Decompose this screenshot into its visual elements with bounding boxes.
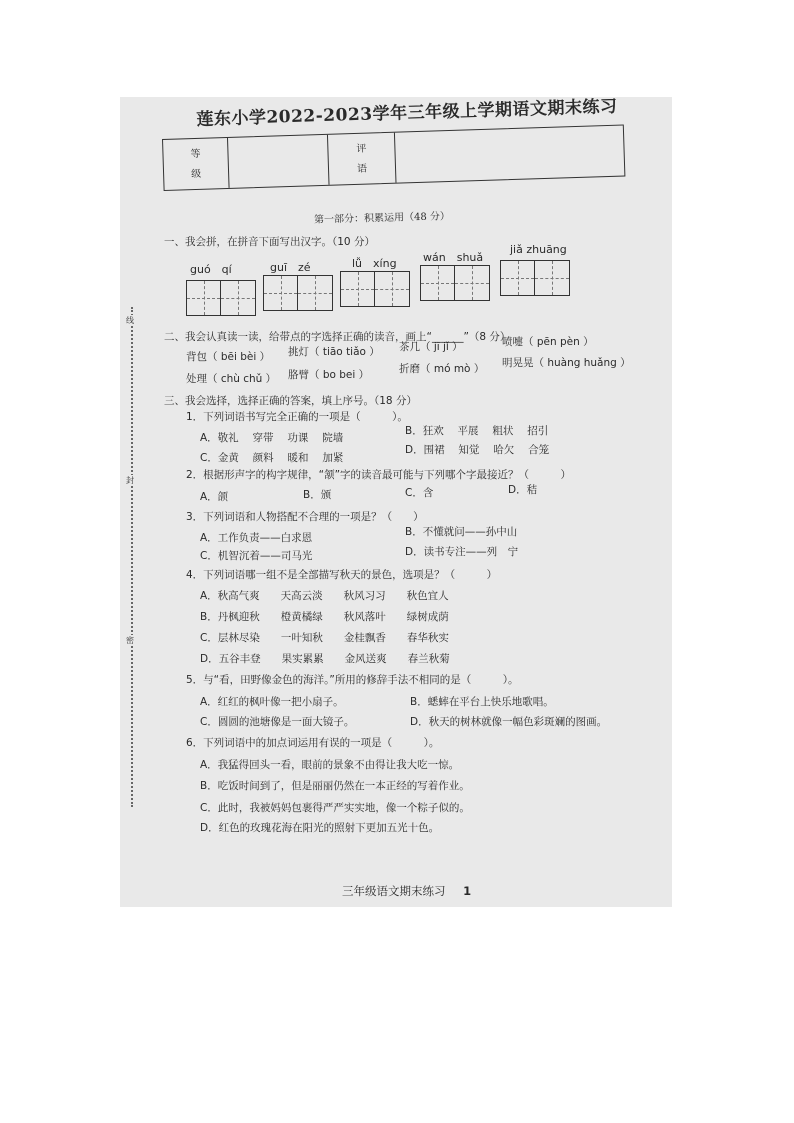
q1-pinyin-1: guó qí [190,263,232,276]
q3-prompt: 三、我会选择，选择正确的答案，填上序号。（18 分） [164,395,417,407]
exam-title: 莲东小学2022-2023学年三年级上学期语文期末练习 [196,97,618,130]
q3-2-option-c: C．含 [405,487,434,499]
q1-pinyin-3: lǚ xíng [352,257,397,270]
comment-label-1: 评 [356,143,367,155]
part1-heading: 第一部分：积累运用（48 分） [313,211,451,226]
q2-item-5: 处理（ chù chǔ ） [186,373,277,385]
exam-paper [120,97,672,907]
q3-1-option-a: A．敬礼 穿带 功课 院墙 [200,432,344,444]
q3-4-option-c: C．层林尽染 一叶知秋 金桂飘香 春华秋实 [200,632,449,644]
q3-5-option-b: B．蟋蟀在平台上快乐地歌唱。 [410,696,554,708]
q2-item-2: 挑灯（ tiāo tiǎo ） [288,346,380,358]
q3-4-option-d: D．五谷丰登 果实累累 金风送爽 春兰秋菊 [200,653,450,665]
q3-1-option-b: B．狂欢 平展 粗状 招引 [405,425,549,437]
comment-label-2: 语 [356,163,368,175]
q1-writing-box-3[interactable] [340,271,410,307]
q2-prompt: 二、我会认真读一读，给带点的字选择正确的读音，画上“______”（8 分） [164,331,511,343]
q3-2-option-a: A．颌 [200,491,229,503]
q2-item-4: 喷嚏（ pēn pèn ） [502,336,594,348]
grade-label-2: 级 [190,168,202,181]
q1-writing-box-5[interactable] [500,260,570,296]
q3-1-option-c: C．金黄 颜料 暖和 加紧 [200,452,344,464]
footer-text: 三年级语文期末练习 [342,884,446,898]
q3-3-option-d: D．读书专注——列 宁 [405,546,519,558]
q3-4-option-a: A．秋高气爽 天高云淡 秋风习习 秋色宜人 [200,590,449,602]
binding-label-seal: 封 [126,476,134,485]
q3-2-option-d: D．秸 [508,484,538,496]
page-footer [342,883,471,899]
q3-3-option-b: B．不懂就问——孙中山 [405,526,518,538]
q3-5-option-d: D．秋天的树林就像一幅色彩斑斓的图画。 [410,716,608,728]
comment-label-cell [328,133,397,185]
q3-5-option-a: A．红红的枫叶像一把小扇子。 [200,696,344,708]
q2-item-6: 胳臂（ bo bei ） [288,369,370,381]
q1-writing-box-2[interactable] [263,275,333,311]
q3-3-stem: 3．下列词语和人物搭配不合理的一项是？（ ） [186,511,424,523]
q3-1-stem: 1．下列词语书写完全正确的一项是（ ）。 [186,411,408,423]
q3-4-option-b: B．丹枫迎秋 橙黄橘绿 秋风落叶 绿树成荫 [200,611,449,623]
q3-6-option-b: B．吃饭时间到了，但是丽丽仍然在一本正经的写着作业。 [200,780,470,792]
q3-6-option-a: A．我猛得回头一看，眼前的景象不由得让我大吃一惊。 [200,759,460,771]
q1-pinyin-4: wán shuǎ [423,251,484,264]
page-number: 1 [463,884,472,898]
q1-pinyin-2: guī zé [270,261,311,274]
q1-pinyin-5: jiǎ zhuāng [510,243,567,256]
q3-6-stem: 6．下列词语中的加点词运用有误的一项是（ ）。 [186,737,440,749]
comment-value-cell [395,126,623,183]
q3-2-stem: 2．根据形声字的构字规律，“颔”字的读音最可能与下列哪个字最接近？（ ） [186,469,572,481]
q1-writing-box-4[interactable] [420,265,490,301]
q2-item-8: 明晃晃（ huàng huǎng ） [502,357,631,369]
q3-3-option-a: A．工作负责——白求恩 [200,532,313,544]
q3-4-stem: 4．下列词语哪一组不是全部描写秋天的景色，选项是？（ ） [186,569,498,581]
grade-value-cell [228,135,330,188]
q2-item-1: 背包（ bēi bèi ） [186,351,271,363]
q1-writing-box-1[interactable] [186,280,256,316]
grade-label-cell [163,138,230,190]
q3-2-option-b: B．颁 [303,489,332,501]
q2-item-3: 茶几（ jī jǐ ） [399,341,463,353]
q3-6-option-d: D．红色的玫瑰花海在阳光的照射下更加五光十色。 [200,822,440,834]
q3-1-option-d: D．围裙 知觉 哈欠 合笼 [405,444,550,456]
binding-line [131,307,133,807]
q1-prompt: 一、我会拼，在拼音下面写出汉字。（10 分） [164,236,375,248]
binding-label-line: 线 [126,316,134,325]
binding-label-secret: 密 [126,636,134,645]
q3-3-option-c: C．机智沉着——司马光 [200,550,313,562]
grade-table [162,124,625,190]
q3-6-option-c: C．此时，我被妈妈包裹得严严实实地，像一个粽子似的。 [200,802,470,814]
q3-5-option-c: C．圆圆的池塘像是一面大镜子。 [200,716,355,728]
grade-label-1: 等 [190,148,201,161]
q3-5-stem: 5．与“看，田野像金色的海洋。”所用的修辞手法不相同的是（ ）。 [186,674,519,686]
q2-item-7: 折磨（ mó mò ） [399,363,485,375]
